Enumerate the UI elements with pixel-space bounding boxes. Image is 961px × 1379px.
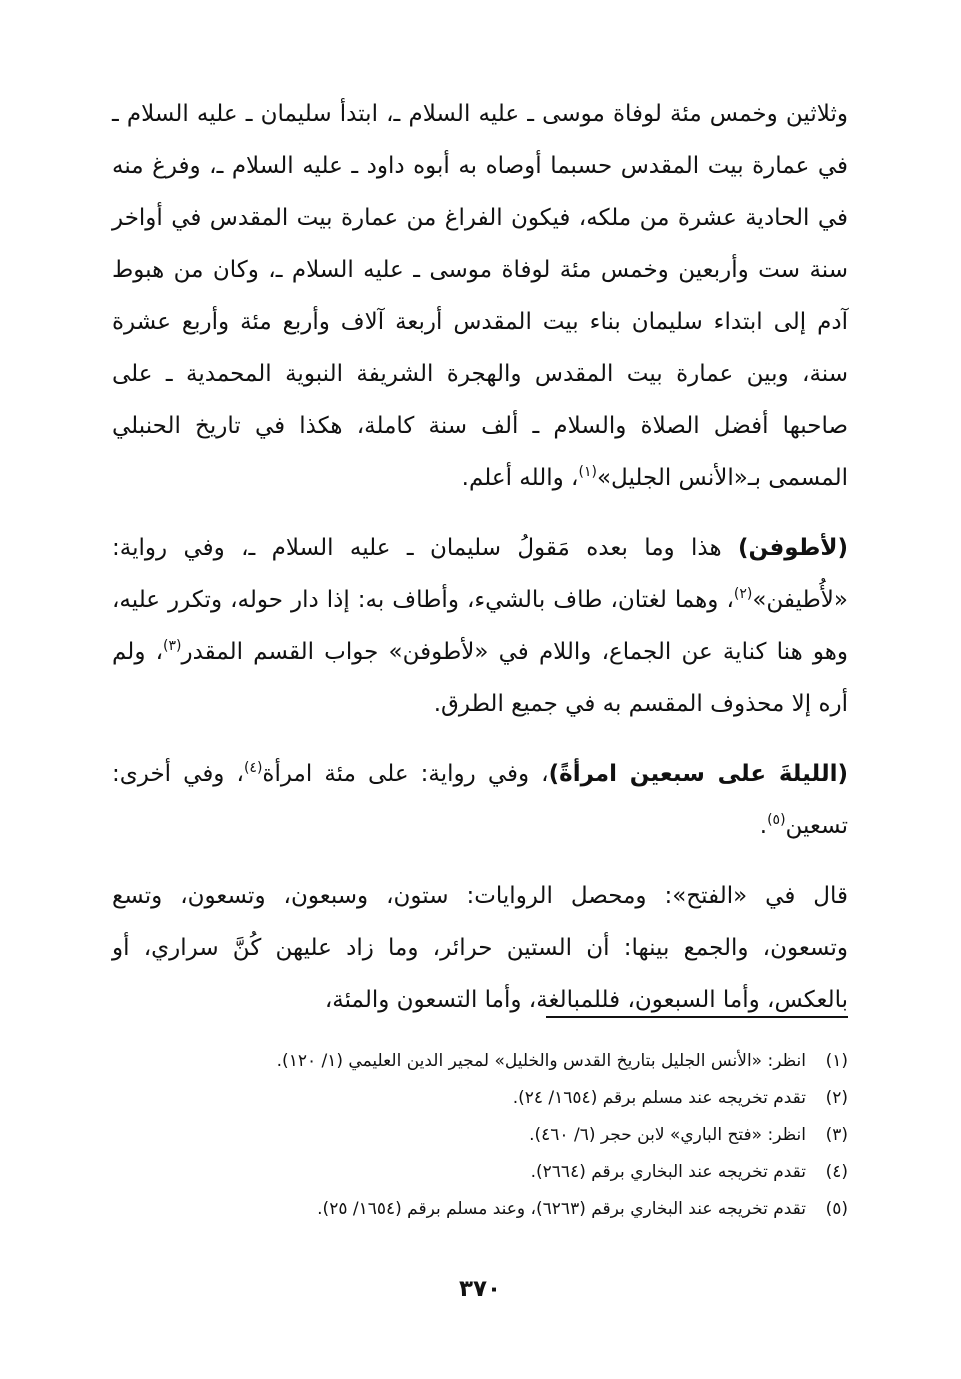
paragraph-text: ، والله أعلم. xyxy=(461,465,579,491)
paragraph xyxy=(112,88,848,504)
hadith-quote: (لأطوفن) xyxy=(738,535,848,561)
footnote-reference: (١) xyxy=(578,464,597,480)
footnote-item xyxy=(112,1157,848,1188)
body-text xyxy=(112,88,848,1026)
paragraph-text: ، ولم أره إلا محذوف المقسم به في جميع الطرق. xyxy=(112,639,848,717)
page-number: ٣٧٠ xyxy=(458,1276,502,1302)
footnote-reference: (٥) xyxy=(767,812,786,828)
footnote-text: انظر: «فتح الباري» لابن حجر (٦/ ٤٦٠). xyxy=(529,1125,806,1145)
footnote-item xyxy=(112,1083,848,1114)
paragraph-text: . xyxy=(759,813,768,839)
paragraph xyxy=(112,748,848,852)
footnote-item xyxy=(112,1046,848,1077)
footnote-number: (٢) xyxy=(825,1088,848,1108)
footnote-item xyxy=(112,1120,848,1151)
footnote-reference: (٤) xyxy=(243,760,263,776)
book-page xyxy=(112,88,848,1348)
footnote-item xyxy=(112,1194,848,1225)
paragraph-text: قال في «الفتح»: ومحصل الروايات: ستون، وسبعون، وتسعون، وتسع وتسعون، والجمع بينها: أن الستين حرائر، وما زاد عليهن كُنَّ سراري، أو بالعكس، وأما السبعون، فللمبالغة، وأما التسعون والمئة، xyxy=(112,883,848,1013)
paragraph-text: ، وفي أخرى: تسعين xyxy=(112,761,848,839)
footnotes-list xyxy=(112,1046,848,1231)
footnote-text: تقدم تخريجه عند مسلم برقم (١٦٥٤/ ٢٤). xyxy=(512,1088,806,1108)
footnote-text: تقدم تخريجه عند البخاري برقم (٦٢٦٣)، وعند مسلم برقم (١٦٥٤/ ٢٥). xyxy=(317,1199,806,1219)
paragraph xyxy=(112,522,848,730)
paragraph-text: وثلاثين وخمس مئة لوفاة موسى ـ عليه السلام ـ، ابتدأ سليمان ـ عليه السلام ـ في عمارة بيت المقدس حسبما أوصاه به أبوه داود ـ عليه السلام ـ، وفرغ منه في الحادية عشرة من ملكه، فيكون الفراغ من عمارة بيت المقدس في أواخر سنة ست وأربعين وخمس مئة لوفاة موسى ـ عليه السلام ـ، وكان من هبوط آدم إلى ابتداء سليمان بناء بيت المقدس أربعة آلاف وأربع مئة وأربع عشرة سنة، وبين عمارة بيت المقدس والهجرة الشريفة النبوية المحمدية ـ على صاحبها أفضل الصلاة والسلام ـ ألف سنة كاملة، هكذا في تاريخ الحنبلي المسمى بـ«الأنس الجليل» xyxy=(112,101,848,491)
hadith-quote: (الليلةَ على سبعين امرأةً) xyxy=(548,761,848,787)
footnote-divider xyxy=(546,1016,848,1018)
footnote-text: انظر: «الأنس الجليل بتاريخ القدس والخليل» لمجير الدين العليمي (١/ ١٢٠). xyxy=(276,1051,806,1071)
footnote-text: تقدم تخريجه عند البخاري برقم (٢٦٦٤). xyxy=(530,1162,806,1182)
footnote-reference: (٢) xyxy=(733,586,753,602)
footnote-number: (٥) xyxy=(825,1199,848,1219)
footnote-number: (٤) xyxy=(825,1162,848,1182)
footnote-number: (١) xyxy=(825,1051,848,1071)
paragraph-text: ، وفي رواية: على مئة امرأة xyxy=(262,761,549,787)
paragraph-text: ، وهما لغتان، طاف بالشيء، وأطاف به: إذا دار حوله، وتكرر عليه، وهو هنا كناية عن الجماع، واللام في «لأطوفن» جواب القسم المقدر xyxy=(112,587,848,665)
footnote-reference: (٣) xyxy=(163,638,182,654)
paragraph xyxy=(112,870,848,1026)
paragraph-text: هذا وما بعده مَقولُ سليمان ـ عليه السلام ـ، وفي رواية: «لأُطيفن» xyxy=(112,535,848,613)
footnote-number: (٣) xyxy=(825,1125,848,1145)
